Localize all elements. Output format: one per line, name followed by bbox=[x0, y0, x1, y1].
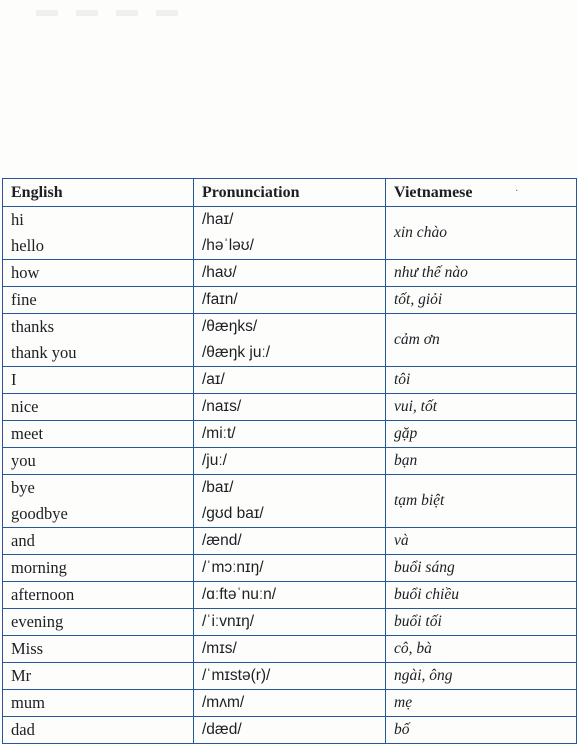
header-english: English bbox=[3, 179, 194, 207]
english-cell bbox=[3, 314, 194, 367]
vietnamese-cell: buổi tối bbox=[386, 609, 577, 636]
pronunciation-text: /dæd/ bbox=[202, 721, 242, 738]
pronunciation-text: /θæŋks/ bbox=[202, 318, 258, 335]
english-cell bbox=[3, 260, 194, 287]
english-word: afternoon bbox=[11, 585, 75, 604]
pronunciation-cell bbox=[194, 421, 386, 448]
vietnamese-cell: tôi bbox=[386, 367, 577, 394]
pronunciation-cell bbox=[194, 367, 386, 394]
pronunciation-cell bbox=[194, 260, 386, 287]
header-pronunciation: Pronunciation bbox=[194, 179, 386, 207]
english-word: thank you bbox=[11, 343, 77, 362]
vietnamese-cell: cô, bà bbox=[386, 636, 577, 663]
english-word: bye bbox=[11, 478, 35, 497]
vietnamese-cell: buổi sáng bbox=[386, 555, 577, 582]
pronunciation-text: /miːt/ bbox=[202, 425, 236, 442]
vietnamese-cell: gặp bbox=[386, 421, 577, 448]
table-row bbox=[3, 690, 577, 717]
pronunciation-cell bbox=[194, 448, 386, 475]
pronunciation-text: /haʊ/ bbox=[202, 264, 237, 281]
vietnamese-cell: xin chào bbox=[386, 207, 577, 260]
pronunciation-text: /faɪn/ bbox=[202, 291, 238, 308]
vietnamese-cell: cảm ơn bbox=[386, 314, 577, 367]
english-word: mum bbox=[11, 693, 45, 712]
english-word: meet bbox=[11, 424, 44, 443]
english-word: you bbox=[11, 451, 36, 470]
english-word: dad bbox=[11, 720, 35, 739]
english-cell bbox=[3, 582, 194, 609]
english-word: Mr bbox=[11, 666, 32, 685]
pronunciation-text: /həˈləʊ/ bbox=[202, 237, 254, 254]
english-word: nice bbox=[11, 397, 39, 416]
english-word: hi bbox=[11, 210, 24, 229]
english-cell bbox=[3, 609, 194, 636]
pronunciation-text: /θæŋk juː/ bbox=[202, 344, 271, 361]
pronunciation-text: /baɪ/ bbox=[202, 479, 234, 496]
english-cell bbox=[3, 394, 194, 421]
pronunciation-cell bbox=[194, 555, 386, 582]
english-cell bbox=[3, 475, 194, 528]
pronunciation-cell bbox=[194, 207, 386, 260]
table-row bbox=[3, 609, 577, 636]
pronunciation-text: /ɑːftəˈnuːn/ bbox=[202, 586, 277, 603]
pronunciation-cell bbox=[194, 528, 386, 555]
pronunciation-cell bbox=[194, 663, 386, 690]
english-word: goodbye bbox=[11, 504, 68, 523]
table-row bbox=[3, 582, 577, 609]
pronunciation-cell bbox=[194, 394, 386, 421]
english-cell bbox=[3, 367, 194, 394]
table-row bbox=[3, 287, 577, 314]
english-word: evening bbox=[11, 612, 64, 631]
pronunciation-cell bbox=[194, 717, 386, 744]
english-cell bbox=[3, 448, 194, 475]
table-row bbox=[3, 394, 577, 421]
vocabulary-table bbox=[2, 178, 577, 744]
vietnamese-cell: như thế nào bbox=[386, 260, 577, 287]
english-word: fine bbox=[11, 290, 37, 309]
english-word: Miss bbox=[11, 639, 44, 658]
pronunciation-cell bbox=[194, 582, 386, 609]
table-row bbox=[3, 528, 577, 555]
pronunciation-text: /juː/ bbox=[202, 452, 227, 469]
table-row bbox=[3, 636, 577, 663]
english-cell bbox=[3, 663, 194, 690]
english-cell bbox=[3, 421, 194, 448]
pronunciation-text: /mʌm/ bbox=[202, 694, 245, 711]
table-body bbox=[3, 207, 577, 744]
vietnamese-cell: vui, tốt bbox=[386, 394, 577, 421]
table-row bbox=[3, 260, 577, 287]
vietnamese-cell: tốt, giỏi bbox=[386, 287, 577, 314]
pronunciation-text: /naɪs/ bbox=[202, 398, 242, 415]
pronunciation-cell bbox=[194, 287, 386, 314]
english-cell bbox=[3, 528, 194, 555]
pronunciation-cell bbox=[194, 475, 386, 528]
english-cell bbox=[3, 287, 194, 314]
table-header-row bbox=[3, 179, 577, 207]
pronunciation-text: /ˈmɔːnɪŋ/ bbox=[202, 559, 264, 576]
table-row bbox=[3, 663, 577, 690]
pronunciation-text: /mɪs/ bbox=[202, 640, 237, 657]
pronunciation-text: /ˈiːvnɪŋ/ bbox=[202, 613, 255, 630]
pronunciation-cell bbox=[194, 690, 386, 717]
pronunciation-text: /ˈmɪstə(r)/ bbox=[202, 667, 271, 684]
english-cell bbox=[3, 636, 194, 663]
table-row bbox=[3, 448, 577, 475]
header-vietnamese: Vietnamese bbox=[386, 179, 577, 207]
table-row bbox=[3, 555, 577, 582]
pronunciation-text: /gʊd baɪ/ bbox=[202, 505, 264, 522]
english-cell bbox=[3, 690, 194, 717]
english-word: and bbox=[11, 531, 35, 550]
pronunciation-cell bbox=[194, 609, 386, 636]
vietnamese-cell: bố bbox=[386, 717, 577, 744]
table-row bbox=[3, 421, 577, 448]
vietnamese-cell: tạm biệt bbox=[386, 475, 577, 528]
english-cell bbox=[3, 555, 194, 582]
table-row bbox=[3, 207, 577, 260]
vietnamese-cell: buổi chiều bbox=[386, 582, 577, 609]
pronunciation-text: /ænd/ bbox=[202, 532, 242, 549]
vietnamese-cell: mẹ bbox=[386, 690, 577, 717]
pronunciation-cell bbox=[194, 314, 386, 367]
table-row bbox=[3, 367, 577, 394]
table-row bbox=[3, 475, 577, 528]
pronunciation-text: /aɪ/ bbox=[202, 371, 225, 388]
english-word: I bbox=[11, 370, 17, 389]
vietnamese-cell: bạn bbox=[386, 448, 577, 475]
table-row bbox=[3, 314, 577, 367]
english-cell bbox=[3, 717, 194, 744]
english-word: hello bbox=[11, 236, 44, 255]
pronunciation-text: /haɪ/ bbox=[202, 211, 234, 228]
table-row bbox=[3, 717, 577, 744]
pronunciation-cell bbox=[194, 636, 386, 663]
english-word: thanks bbox=[11, 317, 55, 336]
vietnamese-cell: và bbox=[386, 528, 577, 555]
english-cell bbox=[3, 207, 194, 260]
scan-speck: · bbox=[515, 186, 519, 197]
vietnamese-cell: ngài, ông bbox=[386, 663, 577, 690]
english-word: morning bbox=[11, 558, 67, 577]
faint-header-marks bbox=[36, 10, 196, 16]
english-word: how bbox=[11, 263, 40, 282]
